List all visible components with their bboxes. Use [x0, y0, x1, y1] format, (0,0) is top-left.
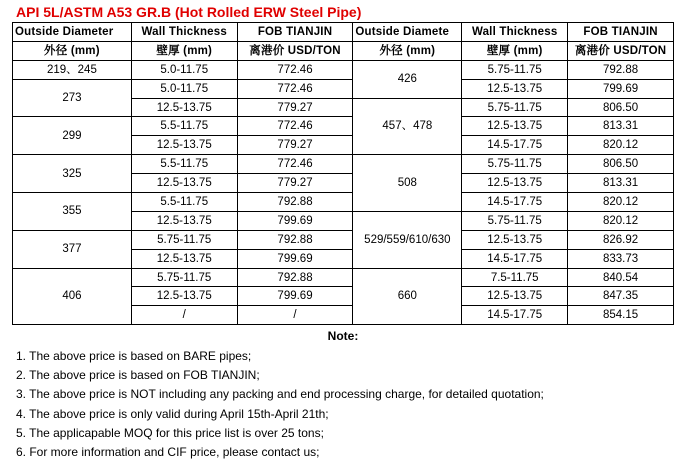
outside-diameter-cell: 219、245	[13, 60, 132, 79]
wall-thickness-cell: 12.5-13.75	[462, 230, 568, 249]
price-cell: 820.12	[568, 193, 674, 212]
header-wall-thickness: Wall Thickness	[462, 23, 568, 42]
price-cell: 813.31	[568, 174, 674, 193]
price-cell: 799.69	[237, 211, 353, 230]
wall-thickness-cell: 5.75-11.75	[462, 60, 568, 79]
price-cell: 792.88	[237, 193, 353, 212]
header-wall-thickness-cn: 壁厚 (mm)	[462, 41, 568, 60]
outside-diameter-cell: 457、478	[353, 98, 462, 155]
outside-diameter-cell: 406	[13, 268, 132, 325]
header-fob-price: FOB TIANJIN	[568, 23, 674, 42]
price-cell: 792.88	[237, 230, 353, 249]
price-cell: 792.88	[237, 268, 353, 287]
header-fob-price: FOB TIANJIN	[237, 23, 353, 42]
wall-thickness-cell: 5.5-11.75	[131, 193, 237, 212]
wall-thickness-cell: 5.75-11.75	[462, 98, 568, 117]
wall-thickness-cell: 5.5-11.75	[131, 155, 237, 174]
note-item: 6. For more information and CIF price, please contact us;	[16, 445, 320, 460]
note-item: 5. The applicapable MOQ for this price list is over 25 tons;	[16, 425, 324, 440]
outside-diameter-cell: 660	[353, 268, 462, 325]
price-cell: 854.15	[568, 306, 674, 325]
price-cell: 772.46	[237, 60, 353, 79]
wall-thickness-cell: 12.5-13.75	[462, 174, 568, 193]
outside-diameter-cell: 273	[13, 79, 132, 117]
price-cell: 772.46	[237, 155, 353, 174]
table-row	[13, 193, 674, 212]
wall-thickness-cell: 12.5-13.75	[131, 136, 237, 155]
header-fob-price-cn: 离港价 USD/TON	[237, 41, 353, 60]
wall-thickness-cell: 12.5-13.75	[131, 211, 237, 230]
header-outside-diameter-cn: 外径 (mm)	[353, 41, 462, 60]
note-item: 4. The above price is only valid during April 15th-April 21th;	[16, 406, 329, 421]
header-fob-price-cn: 离港价 USD/TON	[568, 41, 674, 60]
table-row	[13, 230, 674, 249]
table-row	[13, 155, 674, 174]
outside-diameter-cell: 355	[13, 193, 132, 231]
table-row	[13, 268, 674, 287]
wall-thickness-cell: 5.5-11.75	[131, 117, 237, 136]
outside-diameter-cell: 299	[13, 117, 132, 155]
price-cell: 799.69	[237, 249, 353, 268]
note-item: 2. The above price is based on FOB TIANJIN;	[16, 368, 260, 383]
price-cell: 772.46	[237, 79, 353, 98]
notes-list	[16, 347, 544, 462]
outside-diameter-cell: 529/559/610/630	[353, 211, 462, 268]
wall-thickness-cell: 12.5-13.75	[462, 79, 568, 98]
price-cell: 792.88	[568, 60, 674, 79]
outside-diameter-cell: 325	[13, 155, 132, 193]
wall-thickness-cell: 5.0-11.75	[131, 60, 237, 79]
wall-thickness-cell: 12.5-13.75	[131, 249, 237, 268]
price-cell: 847.35	[568, 287, 674, 306]
price-cell: 806.50	[568, 98, 674, 117]
price-cell: 806.50	[568, 155, 674, 174]
wall-thickness-cell: 7.5-11.75	[462, 268, 568, 287]
note-item: 3. The above price is NOT including any packing and end processing charge, for detailed quotation;	[16, 387, 544, 402]
note-item: 1. The above price is based on BARE pipes;	[16, 349, 252, 363]
wall-thickness-cell: 5.75-11.75	[462, 211, 568, 230]
wall-thickness-cell: 5.75-11.75	[462, 155, 568, 174]
wall-thickness-cell: /	[131, 306, 237, 325]
wall-thickness-cell: 14.5-17.75	[462, 306, 568, 325]
wall-thickness-cell: 5.0-11.75	[131, 79, 237, 98]
wall-thickness-cell: 12.5-13.75	[131, 98, 237, 117]
price-cell: 826.92	[568, 230, 674, 249]
wall-thickness-cell: 12.5-13.75	[131, 174, 237, 193]
table-row	[13, 60, 674, 79]
document-title: API 5L/ASTM A53 GR.B (Hot Rolled ERW Steel Pipe)	[16, 4, 362, 20]
price-cell: 820.12	[568, 136, 674, 155]
price-cell: 813.31	[568, 117, 674, 136]
header-wall-thickness: Wall Thickness	[131, 23, 237, 42]
table-row	[13, 79, 674, 98]
wall-thickness-cell: 14.5-17.75	[462, 193, 568, 212]
price-cell: 772.46	[237, 117, 353, 136]
header-outside-diameter: Outside Diameter	[13, 23, 132, 42]
price-cell: 799.69	[237, 287, 353, 306]
note-heading: Note:	[327, 329, 359, 343]
price-cell: /	[237, 306, 353, 325]
price-cell: 833.73	[568, 249, 674, 268]
outside-diameter-cell: 508	[353, 155, 462, 212]
outside-diameter-cell: 426	[353, 60, 462, 98]
outside-diameter-cell: 377	[13, 230, 132, 268]
wall-thickness-cell: 14.5-17.75	[462, 136, 568, 155]
header-outside-diameter: Outside Diamete	[353, 23, 462, 42]
header-outside-diameter-cn: 外径 (mm)	[13, 41, 132, 60]
wall-thickness-cell: 12.5-13.75	[462, 287, 568, 306]
header-row-chinese	[13, 41, 674, 60]
price-cell: 779.27	[237, 136, 353, 155]
wall-thickness-cell: 14.5-17.75	[462, 249, 568, 268]
header-row-english	[13, 23, 674, 42]
price-cell: 779.27	[237, 174, 353, 193]
price-cell: 820.12	[568, 211, 674, 230]
wall-thickness-cell: 12.5-13.75	[462, 117, 568, 136]
wall-thickness-cell: 5.75-11.75	[131, 268, 237, 287]
header-wall-thickness-cn: 壁厚 (mm)	[131, 41, 237, 60]
wall-thickness-cell: 12.5-13.75	[131, 287, 237, 306]
price-table	[12, 22, 674, 325]
table-row	[13, 117, 674, 136]
price-cell: 799.69	[568, 79, 674, 98]
wall-thickness-cell: 5.75-11.75	[131, 230, 237, 249]
price-cell: 779.27	[237, 98, 353, 117]
price-cell: 840.54	[568, 268, 674, 287]
